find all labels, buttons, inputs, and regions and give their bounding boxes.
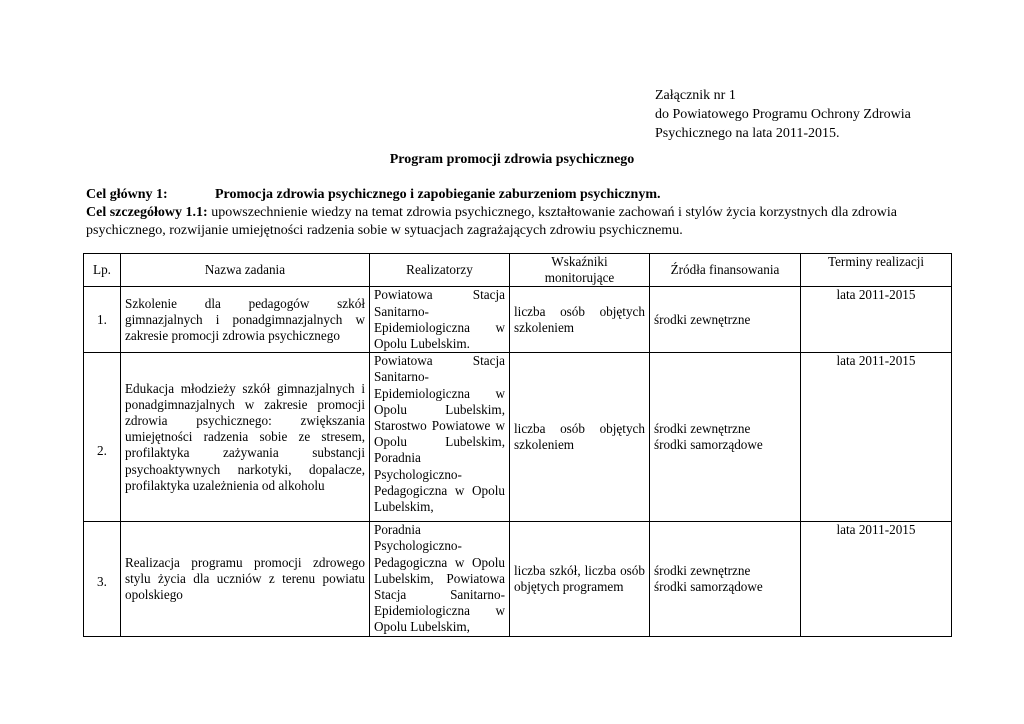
row-funding: środki zewnętrzne środki samorządowe — [650, 353, 801, 522]
document-title: Program promocji zdrowia psychicznego — [389, 152, 635, 167]
header-indicators: Wskaźniki monitorujące — [510, 254, 650, 287]
row-task: Edukacja młodzieży szkół gimnazjalnych i ponadgimnazjalnych w zakresie promocji zdrowia psychicznego: zwiększania umiejętności radzenia sobie ze stresem, profilaktyka zażywania substancji psychoaktywnych narkotyki, dopalacze, profilaktyka uzależnienia od alkoholu — [121, 353, 370, 522]
row-indicators: liczba szkół, liczba osób objętych programem — [510, 522, 650, 636]
table-header-row — [84, 254, 952, 287]
row-implementers: Powiatowa Stacja Sanitarno-Epidemiologiczna w Opolu Lubelskim, Starostwo Powiatowe w Opolu Lubelskim, Poradnia Psychologiczno-Pedagogiczna w Opolu Lubelskim, — [370, 353, 510, 522]
row-implementers: Powiatowa Stacja Sanitarno-Epidemiologiczna w Opolu Lubelskim. — [370, 287, 510, 353]
table-row — [84, 287, 952, 353]
row-lp: 1. — [84, 287, 121, 353]
goals-section — [86, 186, 946, 240]
annex-header — [655, 86, 911, 143]
specific-goal-text: upowszechnienie wiedzy na temat zdrowia psychicznego, kształtowanie zachowań i stylów życia korzystnych dla zdrowia psychicznego, rozwijanie umiejętności radzenia sobie w sytuacjach zagrażających zdrowiu psychicznemu. — [86, 205, 897, 238]
annex-line-1: Załącznik nr 1 — [655, 88, 736, 103]
row-implementers: Poradnia Psychologiczno-Pedagogiczna w Opolu Lubelskim, Powiatowa Stacja Sanitarno-Epidemiologiczna w Opolu Lubelskim, — [370, 522, 510, 636]
header-implementers: Realizatorzy — [370, 254, 510, 287]
tasks-table — [83, 253, 952, 637]
table-row — [84, 353, 952, 522]
specific-goal — [86, 204, 946, 240]
specific-goal-label: Cel szczegółowy 1.1: — [86, 205, 208, 220]
header-funding: Źródła finansowania — [650, 254, 801, 287]
row-terms: lata 2011-2015 — [801, 522, 952, 636]
main-goal-label: Cel główny 1: — [86, 187, 168, 202]
row-funding: środki zewnętrzne środki samorządowe — [650, 522, 801, 636]
main-goal — [86, 186, 946, 204]
row-lp: 2. — [84, 353, 121, 522]
main-goal-text: Promocja zdrowia psychicznego i zapobieganie zaburzeniom psychicznym. — [215, 187, 661, 202]
row-indicators: liczba osób objętych szkoleniem — [510, 353, 650, 522]
table-row — [84, 522, 952, 636]
header-task: Nazwa zadania — [121, 254, 370, 287]
annex-line-2: do Powiatowego Programu Ochrony Zdrowia — [655, 107, 911, 122]
header-lp: Lp. — [84, 254, 121, 287]
row-lp: 3. — [84, 522, 121, 636]
row-indicators: liczba osób objętych szkoleniem — [510, 287, 650, 353]
row-task: Realizacja programu promocji zdrowego stylu życia dla uczniów z terenu powiatu opolskiego — [121, 522, 370, 636]
header-terms: Terminy realizacji — [801, 254, 952, 287]
row-task: Szkolenie dla pedagogów szkół gimnazjalnych i ponadgimnazjalnych w zakresie promocji zdrowia psychicznego — [121, 287, 370, 353]
annex-line-3: Psychicznego na lata 2011-2015. — [655, 126, 840, 141]
row-funding: środki zewnętrzne — [650, 287, 801, 353]
row-terms: lata 2011-2015 — [801, 287, 952, 353]
row-terms: lata 2011-2015 — [801, 353, 952, 522]
